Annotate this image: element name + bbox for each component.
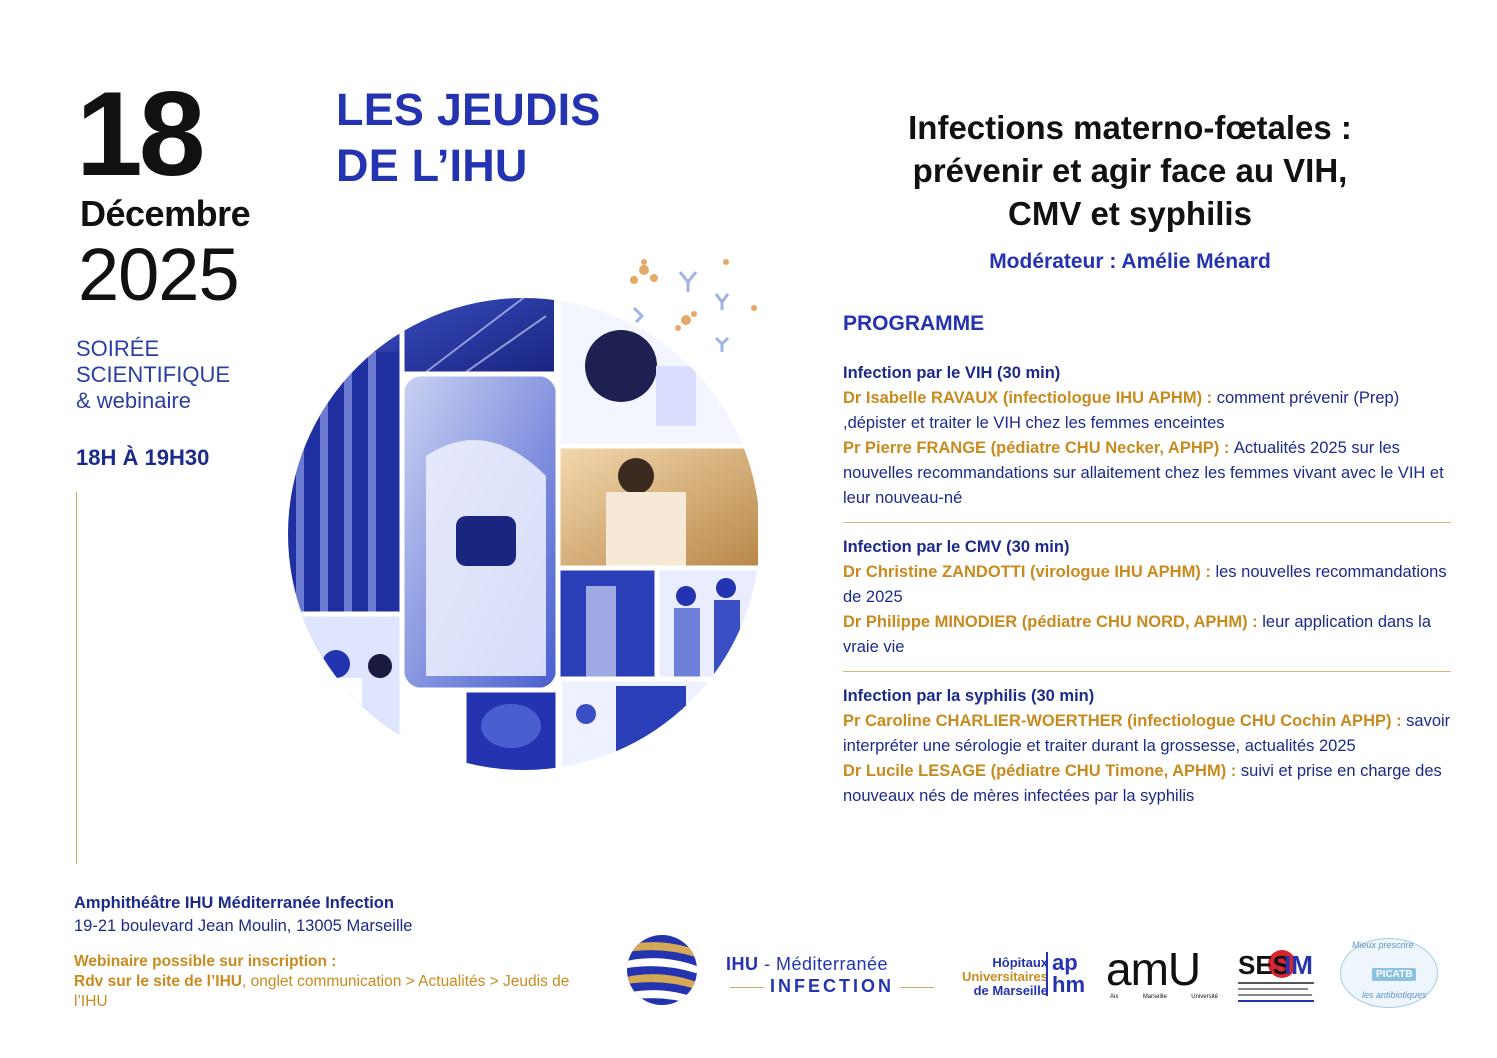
conference-title (820, 106, 1440, 235)
series-title-line: DE L’IHU (336, 140, 528, 191)
hopitaux-line: Hôpitaux (992, 955, 1048, 970)
event-day: 18 (76, 67, 202, 201)
picatb-bottom-text: les antibiotiques (1362, 990, 1427, 1000)
conference-title-line: Infections materno-fœtales : (908, 109, 1352, 146)
programme-heading: PROGRAMME (843, 312, 985, 335)
conference-title-line: prévenir et agir face au VIH, (912, 152, 1348, 189)
webinar-instructions (74, 972, 594, 1012)
section-title: Infection par le CMV (30 min) (843, 538, 1070, 556)
ihu-globe-logo (626, 932, 698, 1008)
talk-description: Actualités 2025 sur les nouvelles recommandations sur allaitement chez les femmes vivant avec le VIH et leur nouveau-né (843, 439, 1444, 507)
hopitaux-line: Universitaires (962, 969, 1048, 984)
event-type (76, 336, 230, 414)
event-type-line: SCIENTIFIQUE (76, 362, 231, 387)
aphm-logo (1046, 952, 1085, 996)
event-year: 2025 (78, 233, 239, 316)
speaker: Pr Pierre FRANGE (pédiatre CHU Necker, APHP) : (843, 439, 1234, 457)
ihu-logo-rest: - Méditerranée (758, 954, 889, 974)
photo-collage (276, 256, 762, 776)
amu-sub-word: Université (1191, 994, 1218, 1000)
programme-section-cmv (843, 535, 1453, 660)
speaker: Dr Christine ZANDOTTI (virologue IHU APHM) : (843, 563, 1216, 581)
aphm-line: ap (1052, 950, 1078, 975)
talk-description: les nouvelles recommandations de 2025 (843, 563, 1447, 606)
talk-item (843, 709, 1453, 759)
section-divider (843, 671, 1451, 672)
amu-logo: amU (1106, 943, 1201, 995)
section-title: Infection par le VIH (30 min) (843, 364, 1061, 382)
event-type-line: SOIRÉE (76, 336, 160, 361)
webinar-path: , onglet communication > Actualités > Jeudis de l’IHU (74, 973, 570, 1010)
talk-description: suivi et prise en charge des nouveaux nés de mères infectées par la syphilis (843, 762, 1442, 805)
globe-icon (626, 932, 698, 1008)
speaker: Pr Caroline CHARLIER-WOERTHER (infectiologue CHU Cochin APHP) : (843, 712, 1407, 730)
conference-title-line: CMV et syphilis (1008, 195, 1252, 232)
talk-description: savoir interpréter une sérologie et traiter durant la grossesse, actualités 2025 (843, 712, 1451, 755)
sessim-wordmark: SES (1238, 950, 1291, 980)
webinar-info (74, 952, 594, 1012)
programme-section-syphilis (843, 684, 1453, 809)
aphm-line: hm (1052, 972, 1085, 997)
venue-address: 19-21 boulevard Jean Moulin, 13005 Marseille (74, 917, 413, 935)
ihu-logo-text (726, 954, 888, 975)
picatb-top-text: Mieux prescrire (1352, 940, 1414, 950)
section-title: Infection par la syphilis (30 min) (843, 687, 1095, 705)
moderator: Modérateur : Amélie Ménard (989, 250, 1271, 273)
hopitaux-logo (962, 956, 1048, 998)
amu-sub-word: Aix (1110, 994, 1119, 1000)
amu-logo-sub (1110, 994, 1218, 1000)
series-title (336, 82, 601, 194)
webinar-link[interactable]: Rdv sur le site de l’IHU (74, 973, 242, 990)
event-month: Décembre (80, 193, 251, 234)
series-title-line: LES JEUDIS (336, 84, 601, 135)
venue-name: Amphithéâtre IHU Méditerranée Infection (74, 894, 394, 912)
talk-item (843, 610, 1453, 660)
speaker: Dr Isabelle RAVAUX (infectiologue IHU APHM) : (843, 389, 1217, 407)
picatb-badge: PICATB (1372, 968, 1416, 981)
sessim-icon (1238, 944, 1316, 1004)
event-hours: 18H À 19H30 (76, 445, 210, 470)
webinar-title: Webinaire possible sur inscription : (74, 953, 337, 970)
ihu-logo-bold: IHU (726, 954, 759, 974)
venue-block (74, 892, 412, 938)
speaker: Dr Lucile LESAGE (pédiatre CHU Timone, APHM) : (843, 762, 1241, 780)
talk-item (843, 759, 1453, 809)
amu-sub-word: Marseille (1142, 994, 1167, 1000)
talk-item (843, 436, 1453, 511)
section-divider (843, 522, 1451, 523)
gold-divider-vertical (76, 492, 77, 864)
hopitaux-line: de Marseille (973, 983, 1048, 998)
talk-description: leur application dans la vraie vie (843, 613, 1432, 656)
collage-svg (276, 256, 762, 776)
talk-description: comment prévenir (Prep) ,dépister et traiter le VIH chez les femmes enceintes (843, 389, 1400, 432)
event-type-line: & webinaire (76, 388, 191, 413)
talk-item (843, 560, 1453, 610)
sessim-logo (1238, 944, 1316, 1004)
speaker: Dr Philippe MINODIER (pédiatre CHU NORD, APHM) : (843, 613, 1263, 631)
molecule-icon (630, 259, 757, 331)
programme-section-vih (843, 361, 1453, 511)
sessim-wordmark: IM (1284, 950, 1313, 980)
talk-item (843, 386, 1453, 436)
ihu-logo-infection: INFECTION (724, 976, 940, 997)
